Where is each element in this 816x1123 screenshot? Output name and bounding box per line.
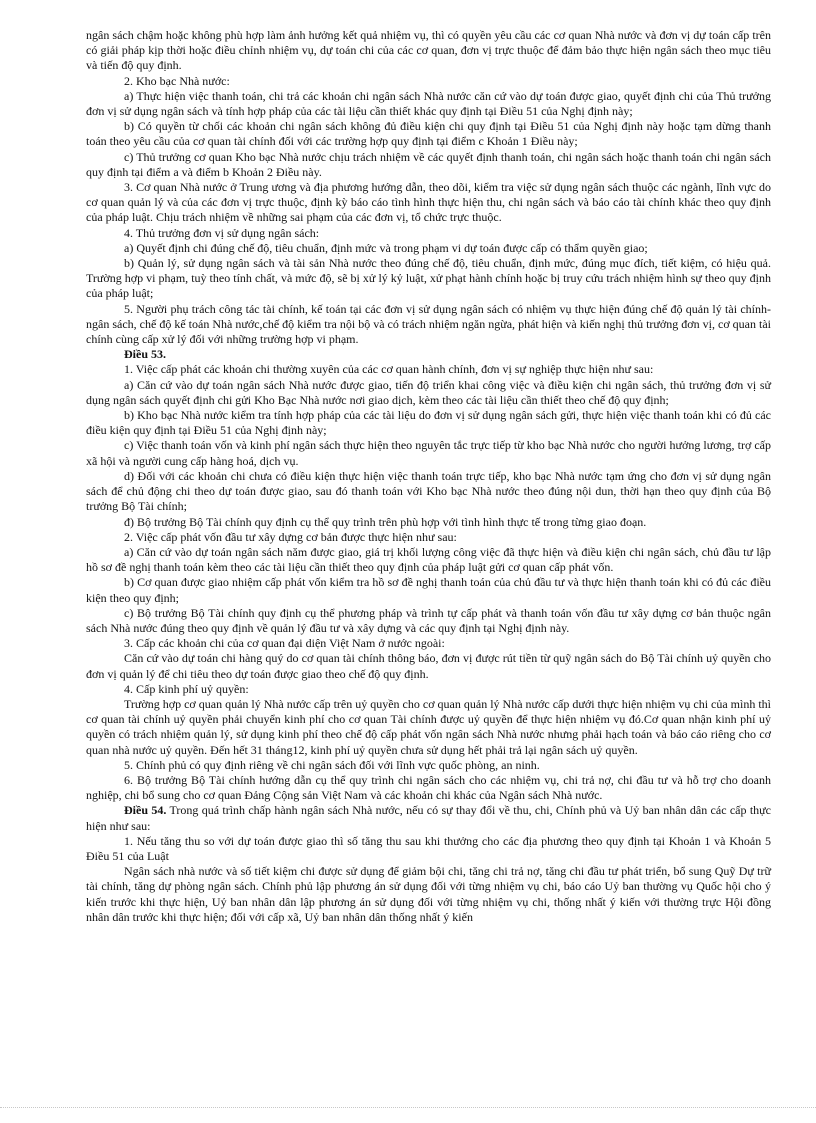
document-page bbox=[86, 28, 771, 925]
paragraph: Ngân sách nhà nước và số tiết kiệm chi được sử dụng để giảm bội chi, tăng chi trả nợ, tăng chi đầu tư phát triển, bổ sung Quỹ Dự trữ tài chính, tăng dự phòng ngân sách. Chính phủ lập phương án sử dụng đối với từng nhiệm vụ chi, báo cáo Uỷ ban thường vụ Quốc hội cho ý kiến trước khi thực hiện, Uỷ ban nhân dân lập phương án sử dụng đối với từng nhiệm vụ chi, thống nhất ý kiến với thường trực Hội đồng nhân dân trước khi thực hiện; đối với cấp xã, Uỷ ban nhân dân thống nhất ý kiến bbox=[86, 864, 771, 924]
paragraph: 6. Bộ trưởng Bộ Tài chính hướng dẫn cụ thể quy trình chi ngân sách cho các nhiệm vụ, chi trả nợ, chi đầu tư và hỗ trợ cho doanh nghiệp, chi bổ sung cho cơ quan Đảng Cộng sản Việt Nam và các khoản chi khác của Ngân sách Nhà nước. bbox=[86, 772, 771, 803]
paragraph: c) Thủ trưởng cơ quan Kho bạc Nhà nước chịu trách nhiệm về các quyết định thanh toán, chi ngân sách hoặc thanh toán chi ngân sách quy định tại điểm a và điểm b Khoản 2 Điều này. bbox=[86, 149, 771, 179]
paragraph: b) Có quyền từ chối các khoản chi ngân sách không đủ điều kiện chi quy định tại Điều 51 của Nghị định này hoặc tạm dừng thanh toán theo yêu cầu của cơ quan tài chính đối với các trường hợp quy định tại điểm c Khoản 1 Điều này; bbox=[86, 119, 771, 149]
paragraph: a) Căn cứ vào dự toán ngân sách Nhà nước được giao, tiến độ triển khai công việc và điều kiện chi ngân sách, thủ trưởng đơn vị sử dụng ngân sách quyết định chi gửi Kho Bạc Nhà nước nơi giao dịch, kèm theo các tài liệu cần thiết theo chế độ quy định; bbox=[86, 377, 771, 407]
paragraph: 4. Thủ trưởng đơn vị sử dụng ngân sách: bbox=[124, 225, 320, 240]
paragraph: 1. Nếu tăng thu so với dự toán được giao thì số tăng thu sau khi thưởng cho các địa phương theo quy định tại Khoản 1 và Khoản 5 Điều 51 của Luật bbox=[86, 833, 771, 863]
paragraph: b) Cơ quan được giao nhiệm cấp phát vốn kiểm tra hồ sơ đề nghị thanh toán của chủ đầu tư và thực hiện thanh toán khi có đủ các điều kiện theo quy định; bbox=[86, 575, 771, 605]
paragraph: 2. Kho bạc Nhà nước: bbox=[124, 73, 230, 88]
paragraph: ngân sách chậm hoặc không phù hợp làm ảnh hưởng kết quả nhiệm vụ, thì có quyền yêu cầu các cơ quan Nhà nước và đơn vị dự toán cấp trên có giải pháp kịp thời hoặc điều chỉnh nhiệm vụ, dự toán chi của các cơ quan, đơn vị trực thuộc để đảm bảo thực hiện ngân sách theo mục tiêu và tiến độ quy định. bbox=[86, 28, 771, 73]
paragraph-text: Trong quá trình chấp hành ngân sách Nhà nước, nếu có sự thay đổi về thu, chi, Chính phủ và Uỷ ban nhân dân các cấp thực hiện như sau: bbox=[86, 803, 772, 833]
article-54-paragraph bbox=[86, 803, 771, 833]
paragraph: Trường hợp cơ quan quản lý Nhà nước cấp trên uỷ quyền cho cơ quan quản lý Nhà nước cấp dưới thực hiện nhiệm vụ chi của mình thì cơ quan tài chính uỷ quyền phải chuyển kinh phí cho cơ quan Tài chính được uỷ quyền để thực hiện nhiệm vụ đó.Cơ quan nhận kinh phí uỷ quyền có trách nhiệm quản lý, sử dụng kinh phí theo chế độ cấp phát vốn ngân sách Nhà nước nhưng phải hạch toán và báo cáo riêng cho cơ quan nhà nước uỷ quyền. Đến hết 31 tháng12, kinh phí uỷ quyền chưa sử dụng hết phải trả lại ngân sách uỷ quyền. bbox=[86, 696, 772, 757]
paragraph: 3. Cơ quan Nhà nước ở Trung ương và địa phương hướng dẫn, theo dõi, kiểm tra việc sử dụng ngân sách thuộc các ngành, lĩnh vực do cơ quan quản lý và của các đơn vị trực thuộc, định kỳ báo cáo tình hình thực hiện thu, chi ngân sách và báo cáo tài chính khác theo quy định của pháp luật. Chịu trách nhiệm về những sai phạm của các đơn vị, tổ chức trực thuộc. bbox=[86, 180, 771, 225]
article-heading-53: Điều 53. bbox=[124, 347, 166, 362]
paragraph: 4. Cấp kinh phí uỷ quyền: bbox=[124, 681, 249, 696]
paragraph: c) Bộ trưởng Bộ Tài chính quy định cụ thể phương pháp và trình tự cấp phát và thanh toán vốn đầu tư xây dựng cơ bản thuộc ngân sách Nhà nước đúng theo quy định về quản lý đầu tư và xây dựng và các quy định tại Nghị định này. bbox=[86, 605, 771, 635]
paragraph: c) Việc thanh toán vốn và kinh phí ngân sách thực hiện theo nguyên tắc trực tiếp từ kho bạc Nhà nước cho người hưởng lương, trợ cấp xã hội và người cung cấp hàng hoá, dịch vụ. bbox=[86, 438, 771, 468]
paragraph: a) Căn cứ vào dự toán ngân sách năm được giao, giá trị khối lượng công việc đã thực hiện và điều kiện chi ngân sách, chủ đầu tư lập hồ sơ đề nghị thanh toán kèm theo các tài liệu cần thiết theo quy định của pháp luật gửi cơ quan cấp phát vốn. bbox=[86, 544, 771, 575]
article-heading-54: Điều 54. bbox=[124, 803, 167, 818]
page-bottom-divider bbox=[0, 1107, 816, 1108]
paragraph: 1. Việc cấp phát các khoản chi thường xuyên của các cơ quan hành chính, đơn vị sự nghiệp thực hiện như sau: bbox=[124, 362, 654, 377]
paragraph: 3. Cấp các khoản chi của cơ quan đại diện Việt Nam ở nước ngoài: bbox=[124, 636, 445, 651]
paragraph: đ) Bộ trưởng Bộ Tài chính quy định cụ thể quy trình trên phù hợp với tình hình thực tế trong từng giao đoạn. bbox=[124, 514, 647, 529]
paragraph: b) Kho bạc Nhà nước kiểm tra tính hợp pháp của các tài liệu do đơn vị sử dụng ngân sách gửi, thực hiện việc thanh toán khi có đủ các điều kiện quy định tại Điều 51 của Nghị định này; bbox=[86, 408, 771, 438]
paragraph: 5. Người phụ trách công tác tài chính, kế toán tại các đơn vị sử dụng ngân sách có nhiệm vụ thực hiện đúng chế độ quản lý tài chính- ngân sách, chế độ kế toán Nhà nước,chế độ kiểm tra nội bộ và có trách nhiệm ngăn ngừa, phát hiện và kiến nghị thủ trưởng đơn vị, cơ quan tài chính cùng cấp xử lý đối với những trường hợp vi phạm. bbox=[86, 301, 771, 347]
paragraph: a) Thực hiện việc thanh toán, chi trả các khoản chi ngân sách Nhà nước căn cứ vào dự toán được giao, quyết định chi của Thủ trưởng đơn vị sử dụng ngân sách và tính hợp pháp của các tài liệu cần thiết khác quy định tại Điều 51 của Nghị định này; bbox=[86, 88, 771, 119]
paragraph: 2. Việc cấp phát vốn đầu tư xây dựng cơ bản được thực hiện như sau: bbox=[124, 529, 457, 544]
paragraph: b) Quản lý, sử dụng ngân sách và tài sản Nhà nước theo đúng chế độ, tiêu chuẩn, định mức, đúng mục đích, tiết kiệm, có hiệu quả. Trường hợp vi phạm, tuỳ theo tính chất, và mức độ, sẽ bị xử lý kỷ luật, xử phạt hành chính hoặc bị truy cứu trách nhiệm hình sự theo quy định của pháp luật; bbox=[86, 256, 771, 301]
paragraph: 5. Chính phủ có quy định riêng về chi ngân sách đối với lĩnh vực quốc phòng, an ninh. bbox=[124, 757, 540, 772]
paragraph: Căn cứ vào dự toán chi hàng quý do cơ quan tài chính thông báo, đơn vị được rút tiền từ quỹ ngân sách do Bộ Tài chính uỷ quyền cho đơn vị quản lý để chi tiêu theo dự toán được giao theo chế độ quy định. bbox=[86, 651, 771, 681]
paragraph: d) Đối với các khoản chi chưa có điều kiện thực hiện việc thanh toán trực tiếp, kho bạc Nhà nước tạm ứng cho đơn vị sử dụng ngân sách để chủ động chi theo dự toán được giao, sau đó thanh toán với Kho bạc Nhà nước theo đúng nội dun, thời hạn theo quy định của Bộ trưởng Bộ Tài chính; bbox=[86, 468, 771, 514]
paragraph: a) Quyết định chi đúng chế độ, tiêu chuẩn, định mức và trong phạm vi dự toán được cấp có thẩm quyền giao; bbox=[124, 240, 648, 255]
